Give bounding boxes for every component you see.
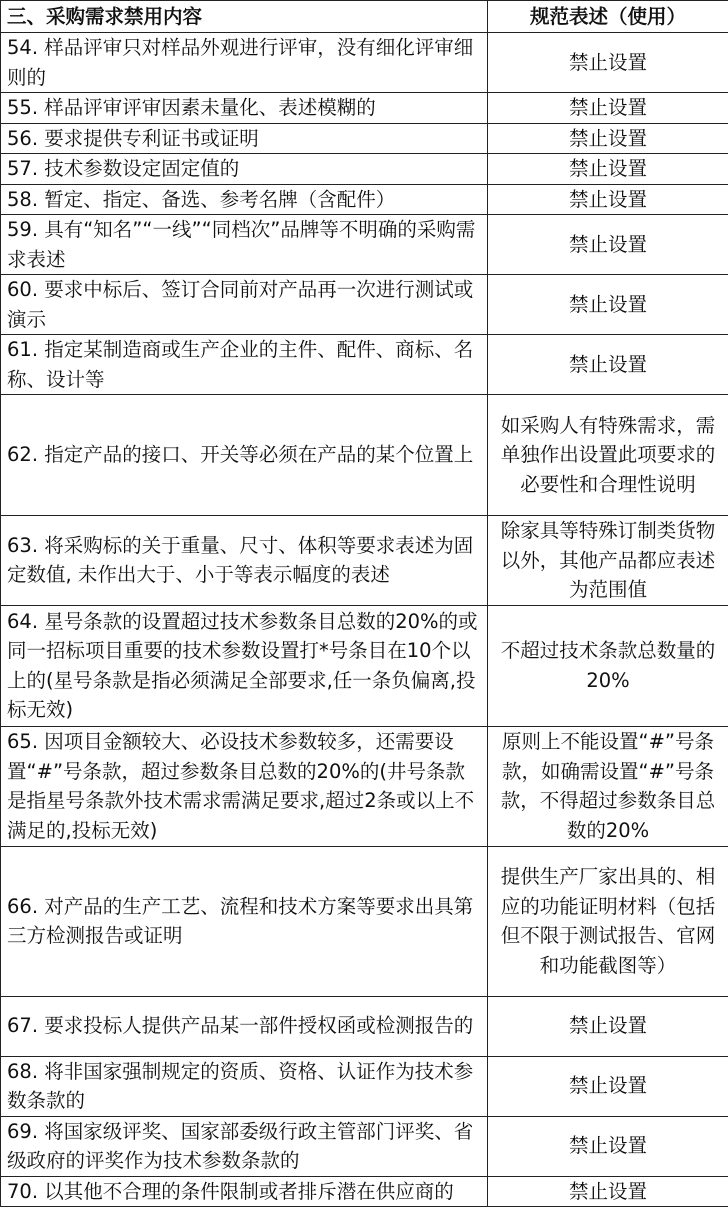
row-spec: 禁止设置 — [488, 1116, 728, 1176]
row-item: 70. 以其他不合理的条件限制或者排斥潜在供应商的 — [1, 1176, 488, 1207]
row-item: 67. 要求投标人提供产品某一部件授权函或检测报告的 — [1, 996, 488, 1056]
table-row — [1, 215, 728, 275]
row-spec: 禁止设置 — [488, 996, 728, 1056]
table-row — [1, 33, 728, 93]
row-item: 56. 要求提供专利证书或证明 — [1, 123, 488, 154]
table-row — [1, 1176, 728, 1207]
table-row — [1, 846, 728, 996]
table-row — [1, 335, 728, 395]
row-item: 55. 样品评审评审因素未量化、表述模糊的 — [1, 93, 488, 124]
row-spec: 原则上不能设置“#”号条款，如确需设置“#”号条款，不得超过参数条目总数的20% — [488, 726, 728, 846]
row-spec: 除家具等特殊订制类货物以外，其他产品都应表述为范围值 — [488, 516, 728, 606]
row-item: 62. 指定产品的接口、开关等必须在产品的某个位置上 — [1, 395, 488, 516]
row-item: 64. 星号条款的设置超过技术参数条目总数的20%的或同一招标项目重要的技术参数设置打*号条目在10个以上的(星号条款是指必须满足全部要求,任一条负偏离,投标无效) — [1, 605, 488, 726]
table-row — [1, 395, 728, 516]
row-spec: 禁止设置 — [488, 123, 728, 154]
row-spec: 禁止设置 — [488, 275, 728, 335]
row-spec: 禁止设置 — [488, 154, 728, 185]
table-row — [1, 516, 728, 606]
table-row — [1, 184, 728, 215]
row-item: 65. 因项目金额较大、必设技术参数较多，还需要设置“#”号条款，超过参数条目总数的20%的(井号条款是指星号条款外技术需求需满足要求,超过2条或以上不满足的,投标无效) — [1, 726, 488, 846]
row-spec: 禁止设置 — [488, 93, 728, 124]
row-spec: 禁止设置 — [488, 1056, 728, 1116]
row-spec: 禁止设置 — [488, 335, 728, 395]
table-row — [1, 1056, 728, 1116]
row-item: 61. 指定某制造商或生产企业的主件、配件、商标、名称、设计等 — [1, 335, 488, 395]
row-item: 57. 技术参数设定固定值的 — [1, 154, 488, 185]
table-row — [1, 154, 728, 185]
row-item: 58. 暂定、指定、备选、参考名牌（含配件） — [1, 184, 488, 215]
row-item: 66. 对产品的生产工艺、流程和技术方案等要求出具第三方检测报告或证明 — [1, 846, 488, 996]
row-item: 54. 样品评审只对样品外观进行评审，没有细化评审细则的 — [1, 33, 488, 93]
header-standard-expression: 规范表述（使用） — [488, 1, 728, 33]
table-row — [1, 726, 728, 846]
row-spec: 不超过技术条款总数量的20% — [488, 605, 728, 726]
row-item: 69. 将国家级评奖、国家部委级行政主管部门评奖、省级政府的评奖作为技术参数条款的 — [1, 1116, 488, 1176]
row-item: 59. 具有“知名”“一线”“同档次”品牌等不明确的采购需求表述 — [1, 215, 488, 275]
table-row — [1, 93, 728, 124]
table-header-row — [1, 1, 728, 33]
table-row — [1, 605, 728, 726]
row-spec: 禁止设置 — [488, 215, 728, 275]
row-spec: 禁止设置 — [488, 33, 728, 93]
row-item: 63. 将采购标的关于重量、尺寸、体积等要求表述为固定数值, 未作出大于、小于等表示幅度的表述 — [1, 516, 488, 606]
table-row — [1, 275, 728, 335]
row-item: 60. 要求中标后、签订合同前对产品再一次进行测试或演示 — [1, 275, 488, 335]
row-spec: 禁止设置 — [488, 1176, 728, 1207]
table-row — [1, 1116, 728, 1176]
row-item: 68. 将非国家强制规定的资质、资格、认证作为技术参数条款的 — [1, 1056, 488, 1116]
row-spec: 如采购人有特殊需求，需单独作出设置此项要求的必要性和合理性说明 — [488, 395, 728, 516]
header-prohibited-content: 三、采购需求禁用内容 — [1, 1, 488, 33]
table-row — [1, 123, 728, 154]
row-spec: 禁止设置 — [488, 184, 728, 215]
row-spec: 提供生产厂家出具的、相应的功能证明材料（包括但不限于测试报告、官网和功能截图等） — [488, 846, 728, 996]
table-row — [1, 996, 728, 1056]
